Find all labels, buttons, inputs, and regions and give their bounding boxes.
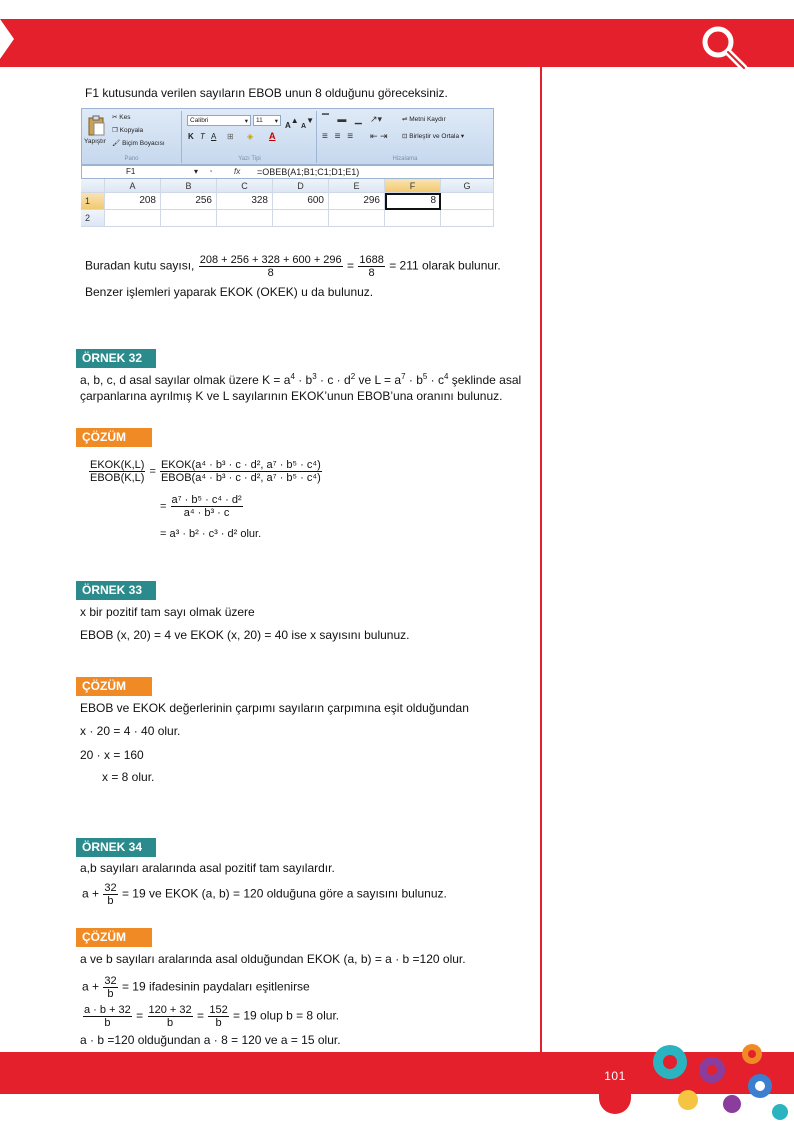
ebob-expanded: EBOB(a⁴ · b³ · c · d², a⁷ · b⁵ · c⁴) xyxy=(160,472,321,484)
solution-33-badge: ÇÖZÜM xyxy=(76,677,152,695)
magnifier-icon xyxy=(698,22,750,74)
chevron-down-icon: ▾ xyxy=(244,118,248,125)
spreadsheet-cell[interactable]: 208 xyxy=(105,193,161,210)
example-33-badge: ÖRNEK 33 xyxy=(76,581,156,599)
vertical-align-icons[interactable]: ▔ ▬ ▁ xyxy=(322,114,365,124)
ex34-rest: = 19 ve EKOK (a, b) = 120 olduğuna göre a sayısını bulunuz. xyxy=(121,886,447,901)
sol34-frac-2-den: b xyxy=(167,1017,174,1029)
grow-font-icon[interactable]: A▲ xyxy=(285,116,299,130)
sol34-frac-3-num: 152 xyxy=(209,1004,228,1016)
result-line-2: Benzer işlemleri yaparak EKOK (OKEK) u da bulunuz. xyxy=(85,285,374,299)
solution-34-line-3 xyxy=(82,1004,339,1029)
spreadsheet-cell[interactable] xyxy=(441,210,494,227)
ex32-sup-4: 7 xyxy=(401,372,406,381)
name-box[interactable] xyxy=(102,167,202,177)
page-tab xyxy=(599,1052,631,1114)
sol34-frac-2-num: 120 + 32 xyxy=(148,1004,192,1016)
solution-33-line-4: x = 8 olur. xyxy=(102,770,155,784)
simplified-denominator: a⁴ · b³ · c xyxy=(183,507,230,519)
example-33-line-1: x bir pozitif tam sayı olmak üzere xyxy=(80,605,255,619)
page-number: 101 xyxy=(604,1069,626,1083)
ex32-text-d: ve L = a xyxy=(355,373,402,387)
solution-34-line-1: a ve b sayıları aralarında asal olduğundan EKOK (a, b) = a · b =120 olur. xyxy=(80,952,466,966)
sol34-numerator: 32 xyxy=(104,975,117,987)
font-name-value: Calibri xyxy=(190,117,209,124)
simplified-numerator: a⁷ · b⁵ · c⁴ · d² xyxy=(171,494,242,506)
ex32-text-a: a, b, c, d asal sayılar olmak üzere K = a xyxy=(80,373,291,387)
ex32-sup-3: 2 xyxy=(350,372,356,381)
spreadsheet-cell[interactable]: 256 xyxy=(161,193,217,210)
ex32-sup-1: 4 xyxy=(290,372,295,381)
merge-center-button[interactable]: ⊡ Birleştir ve Ortala ▾ xyxy=(402,133,465,140)
example-32-underline xyxy=(76,367,156,368)
chevron-down-icon: ▾ xyxy=(274,118,278,125)
sol34-frac-2 xyxy=(148,1004,193,1029)
ex32-text-b: · b xyxy=(294,373,313,387)
font-size-select[interactable] xyxy=(253,115,281,126)
ex34-denominator: b xyxy=(107,895,114,907)
excel-screenshot xyxy=(81,108,494,235)
solution-34-line-2 xyxy=(82,975,310,1000)
ex34-fraction xyxy=(103,882,117,907)
spreadsheet-cell[interactable] xyxy=(105,210,161,227)
indent-icons[interactable]: ⇤ ⇥ xyxy=(370,131,388,141)
sol34-frac-3 xyxy=(208,1004,228,1029)
result-line xyxy=(85,254,501,279)
sum-fraction xyxy=(199,254,343,279)
select-all-corner[interactable] xyxy=(81,179,105,193)
ex32-text-g: şeklinde asal xyxy=(448,373,522,387)
column-divider xyxy=(540,67,542,1052)
chevron-down-icon: ▾ xyxy=(193,167,198,176)
ex34-numerator: 32 xyxy=(104,882,117,894)
spreadsheet-cell[interactable]: 8 xyxy=(385,193,441,210)
solution-33-underline xyxy=(76,695,152,696)
ekok-expanded: EKOK(a⁴ · b³ · c · d², a⁷ · b⁵ · c⁴) xyxy=(160,459,321,471)
border-icon[interactable]: ⊞ xyxy=(227,132,234,141)
intro-text: F1 kutusunda verilen sayıların EBOB unun 8 olduğunu göreceksiniz. xyxy=(85,86,448,100)
example-34-badge: ÖRNEK 34 xyxy=(76,838,156,856)
font-name-select[interactable] xyxy=(187,115,251,126)
spreadsheet-cell[interactable]: 600 xyxy=(273,193,329,210)
solution-33-line-1: EBOB ve EKOK değerlerinin çarpımı sayıların çarpımına eşit olduğundan xyxy=(80,701,469,715)
expanded-fraction xyxy=(160,459,322,484)
sol34-a-plus: a + xyxy=(82,979,100,994)
search-icon: ◔ xyxy=(208,167,213,176)
wrap-text-label: Metni Kaydır xyxy=(409,116,446,123)
row-header[interactable]: 1 xyxy=(81,193,105,210)
font-size-value: 11 xyxy=(256,117,263,124)
fill-color-icon[interactable]: ◈ xyxy=(247,132,254,141)
bold-icon[interactable]: K xyxy=(188,132,194,141)
example-34-underline xyxy=(76,856,156,857)
solution-34-underline xyxy=(76,946,152,947)
fx-icon[interactable]: fx xyxy=(234,167,241,176)
example-34-line-2 xyxy=(82,882,447,907)
column-header[interactable]: A xyxy=(105,179,161,193)
example-33-underline xyxy=(76,599,156,600)
orientation-icon[interactable]: ↗▾ xyxy=(370,114,383,124)
result-prefix: Buradan kutu sayısı, xyxy=(85,258,195,273)
spreadsheet-cell[interactable] xyxy=(161,210,217,227)
sol34-frac-1-den: b xyxy=(104,1017,111,1029)
spreadsheet-grid xyxy=(81,179,494,227)
column-header[interactable]: D xyxy=(273,179,329,193)
copy-button[interactable]: ❐ Kopyala xyxy=(112,127,144,134)
ex32-sup-6: 4 xyxy=(444,372,449,381)
paste-icon xyxy=(88,115,106,137)
column-header[interactable]: F xyxy=(385,179,441,193)
example-32-line-1 xyxy=(80,372,521,387)
clipboard-group-label: Pano xyxy=(124,156,139,162)
solution-32-underline xyxy=(76,446,152,447)
solution-33-line-2: x · 20 = 4 · 40 olur. xyxy=(80,724,181,738)
row-header[interactable]: 2 xyxy=(81,210,105,227)
paste-button[interactable]: Yapıştır xyxy=(84,138,106,145)
column-header[interactable]: C xyxy=(217,179,273,193)
table-row xyxy=(81,193,494,210)
equals-sign: = xyxy=(149,465,156,478)
font-color-icon[interactable]: A xyxy=(269,131,276,141)
solution-33-line-3: 20 · x = 160 xyxy=(80,748,144,762)
shrink-font-icon[interactable]: A▼ xyxy=(301,116,314,130)
alignment-group-label: Hizalama xyxy=(392,156,418,162)
sum-denominator: 8 xyxy=(267,267,274,279)
sol34-rest: = 19 ifadesinin paydaları eşitlenirse xyxy=(121,979,310,994)
sol34-denominator: b xyxy=(107,988,114,1000)
ex32-text-c: · c · d xyxy=(316,373,351,387)
column-header[interactable]: G xyxy=(441,179,494,193)
format-painter-label: Biçim Boyacısı xyxy=(122,140,165,147)
column-header[interactable]: E xyxy=(329,179,385,193)
ex32-sup-5: 5 xyxy=(422,372,428,381)
equals-sign: = xyxy=(136,1008,144,1023)
spreadsheet-cell[interactable]: 328 xyxy=(217,193,273,210)
equals-sign: = xyxy=(196,1008,204,1023)
cut-button[interactable]: ✂ Kes xyxy=(112,114,131,121)
sol34-line3-rest: = 19 olup b = 8 olur. xyxy=(233,1008,340,1023)
formula-bar xyxy=(81,165,494,179)
font-group-label: Yazı Tipi xyxy=(238,156,261,162)
spreadsheet-cell[interactable] xyxy=(217,210,273,227)
equals-sign: = xyxy=(160,500,167,513)
simplified-fraction xyxy=(171,494,243,519)
solution-32-badge: ÇÖZÜM xyxy=(76,428,152,446)
font-group xyxy=(183,111,317,163)
solution-32-result: = a³ · b² · c³ · d² olur. xyxy=(160,528,262,540)
ekok-ebob-fraction xyxy=(89,459,145,484)
merge-center-label: Birleştir ve Ortala xyxy=(409,133,460,140)
format-painter-button[interactable]: 🖌 Biçim Boyacısı xyxy=(112,140,165,147)
sum-numerator: 208 + 256 + 328 + 600 + 296 xyxy=(199,254,342,266)
result-suffix: = 211 olarak bulunur. xyxy=(389,258,501,273)
copy-label: Kopyala xyxy=(119,127,144,134)
example-34-line-1: a,b sayıları aralarında asal pozitif tam sayılardır. xyxy=(80,861,335,875)
clipboard-group xyxy=(82,111,182,163)
formula-input[interactable]: =OBEB(A1;B1;C1;D1;E1) xyxy=(257,167,360,177)
example-33-line-2: EBOB (x, 20) = 4 ve EKOK (x, 20) = 40 ise x sayısını bulunuz. xyxy=(80,628,410,642)
solution-32-step-2 xyxy=(160,494,244,519)
cut-label: Kes xyxy=(119,114,131,121)
underline-icon[interactable]: A xyxy=(211,132,217,141)
ex34-a-plus: a + xyxy=(82,886,100,901)
spreadsheet-cell[interactable] xyxy=(441,193,494,210)
ex32-text-e: · b xyxy=(405,373,423,387)
ebob-kl: EBOB(K,L) xyxy=(90,472,145,484)
solution-32-step-1 xyxy=(88,459,323,484)
header-notch xyxy=(0,19,14,59)
wrap-text-button[interactable]: ⇌ Metni Kaydır xyxy=(402,116,446,123)
total-denominator: 8 xyxy=(368,267,375,279)
name-box-value: F1 xyxy=(126,167,136,176)
spreadsheet-cell[interactable] xyxy=(273,210,329,227)
solution-34-badge: ÇÖZÜM xyxy=(76,928,152,946)
spreadsheet-cell[interactable] xyxy=(385,210,441,227)
spreadsheet-cell[interactable] xyxy=(329,210,385,227)
example-32-badge: ÖRNEK 32 xyxy=(76,349,156,367)
total-numerator: 1688 xyxy=(359,254,384,266)
italic-icon[interactable]: T xyxy=(200,132,205,141)
gears-decoration-icon xyxy=(640,1040,794,1123)
solution-34-line-4: a · b =120 olduğundan a · 8 = 120 ve a = 15 olur. xyxy=(80,1033,341,1047)
sol34-fraction xyxy=(103,975,117,1000)
sol34-frac-3-den: b xyxy=(215,1017,222,1029)
ekok-kl: EKOK(K,L) xyxy=(90,459,145,471)
header-bar xyxy=(0,19,794,67)
sol34-frac-1 xyxy=(83,1004,132,1029)
total-fraction xyxy=(358,254,384,279)
table-row xyxy=(81,210,494,227)
spreadsheet-cell[interactable]: 296 xyxy=(329,193,385,210)
excel-ribbon xyxy=(81,108,494,165)
example-32-line-2: çarpanlarına ayrılmış K ve L sayılarının EKOK’unun EBOB’una oranını bulunuz. xyxy=(80,389,503,403)
equals-sign: = xyxy=(347,258,355,273)
horizontal-align-icons[interactable]: ≡ ≡ ≡ xyxy=(322,131,356,142)
alignment-group xyxy=(318,111,492,163)
column-header[interactable]: B xyxy=(161,179,217,193)
ex32-sup-2: 3 xyxy=(312,372,317,381)
sol34-frac-1-num: a · b + 32 xyxy=(84,1004,131,1016)
ex32-text-f: · c xyxy=(427,373,444,387)
